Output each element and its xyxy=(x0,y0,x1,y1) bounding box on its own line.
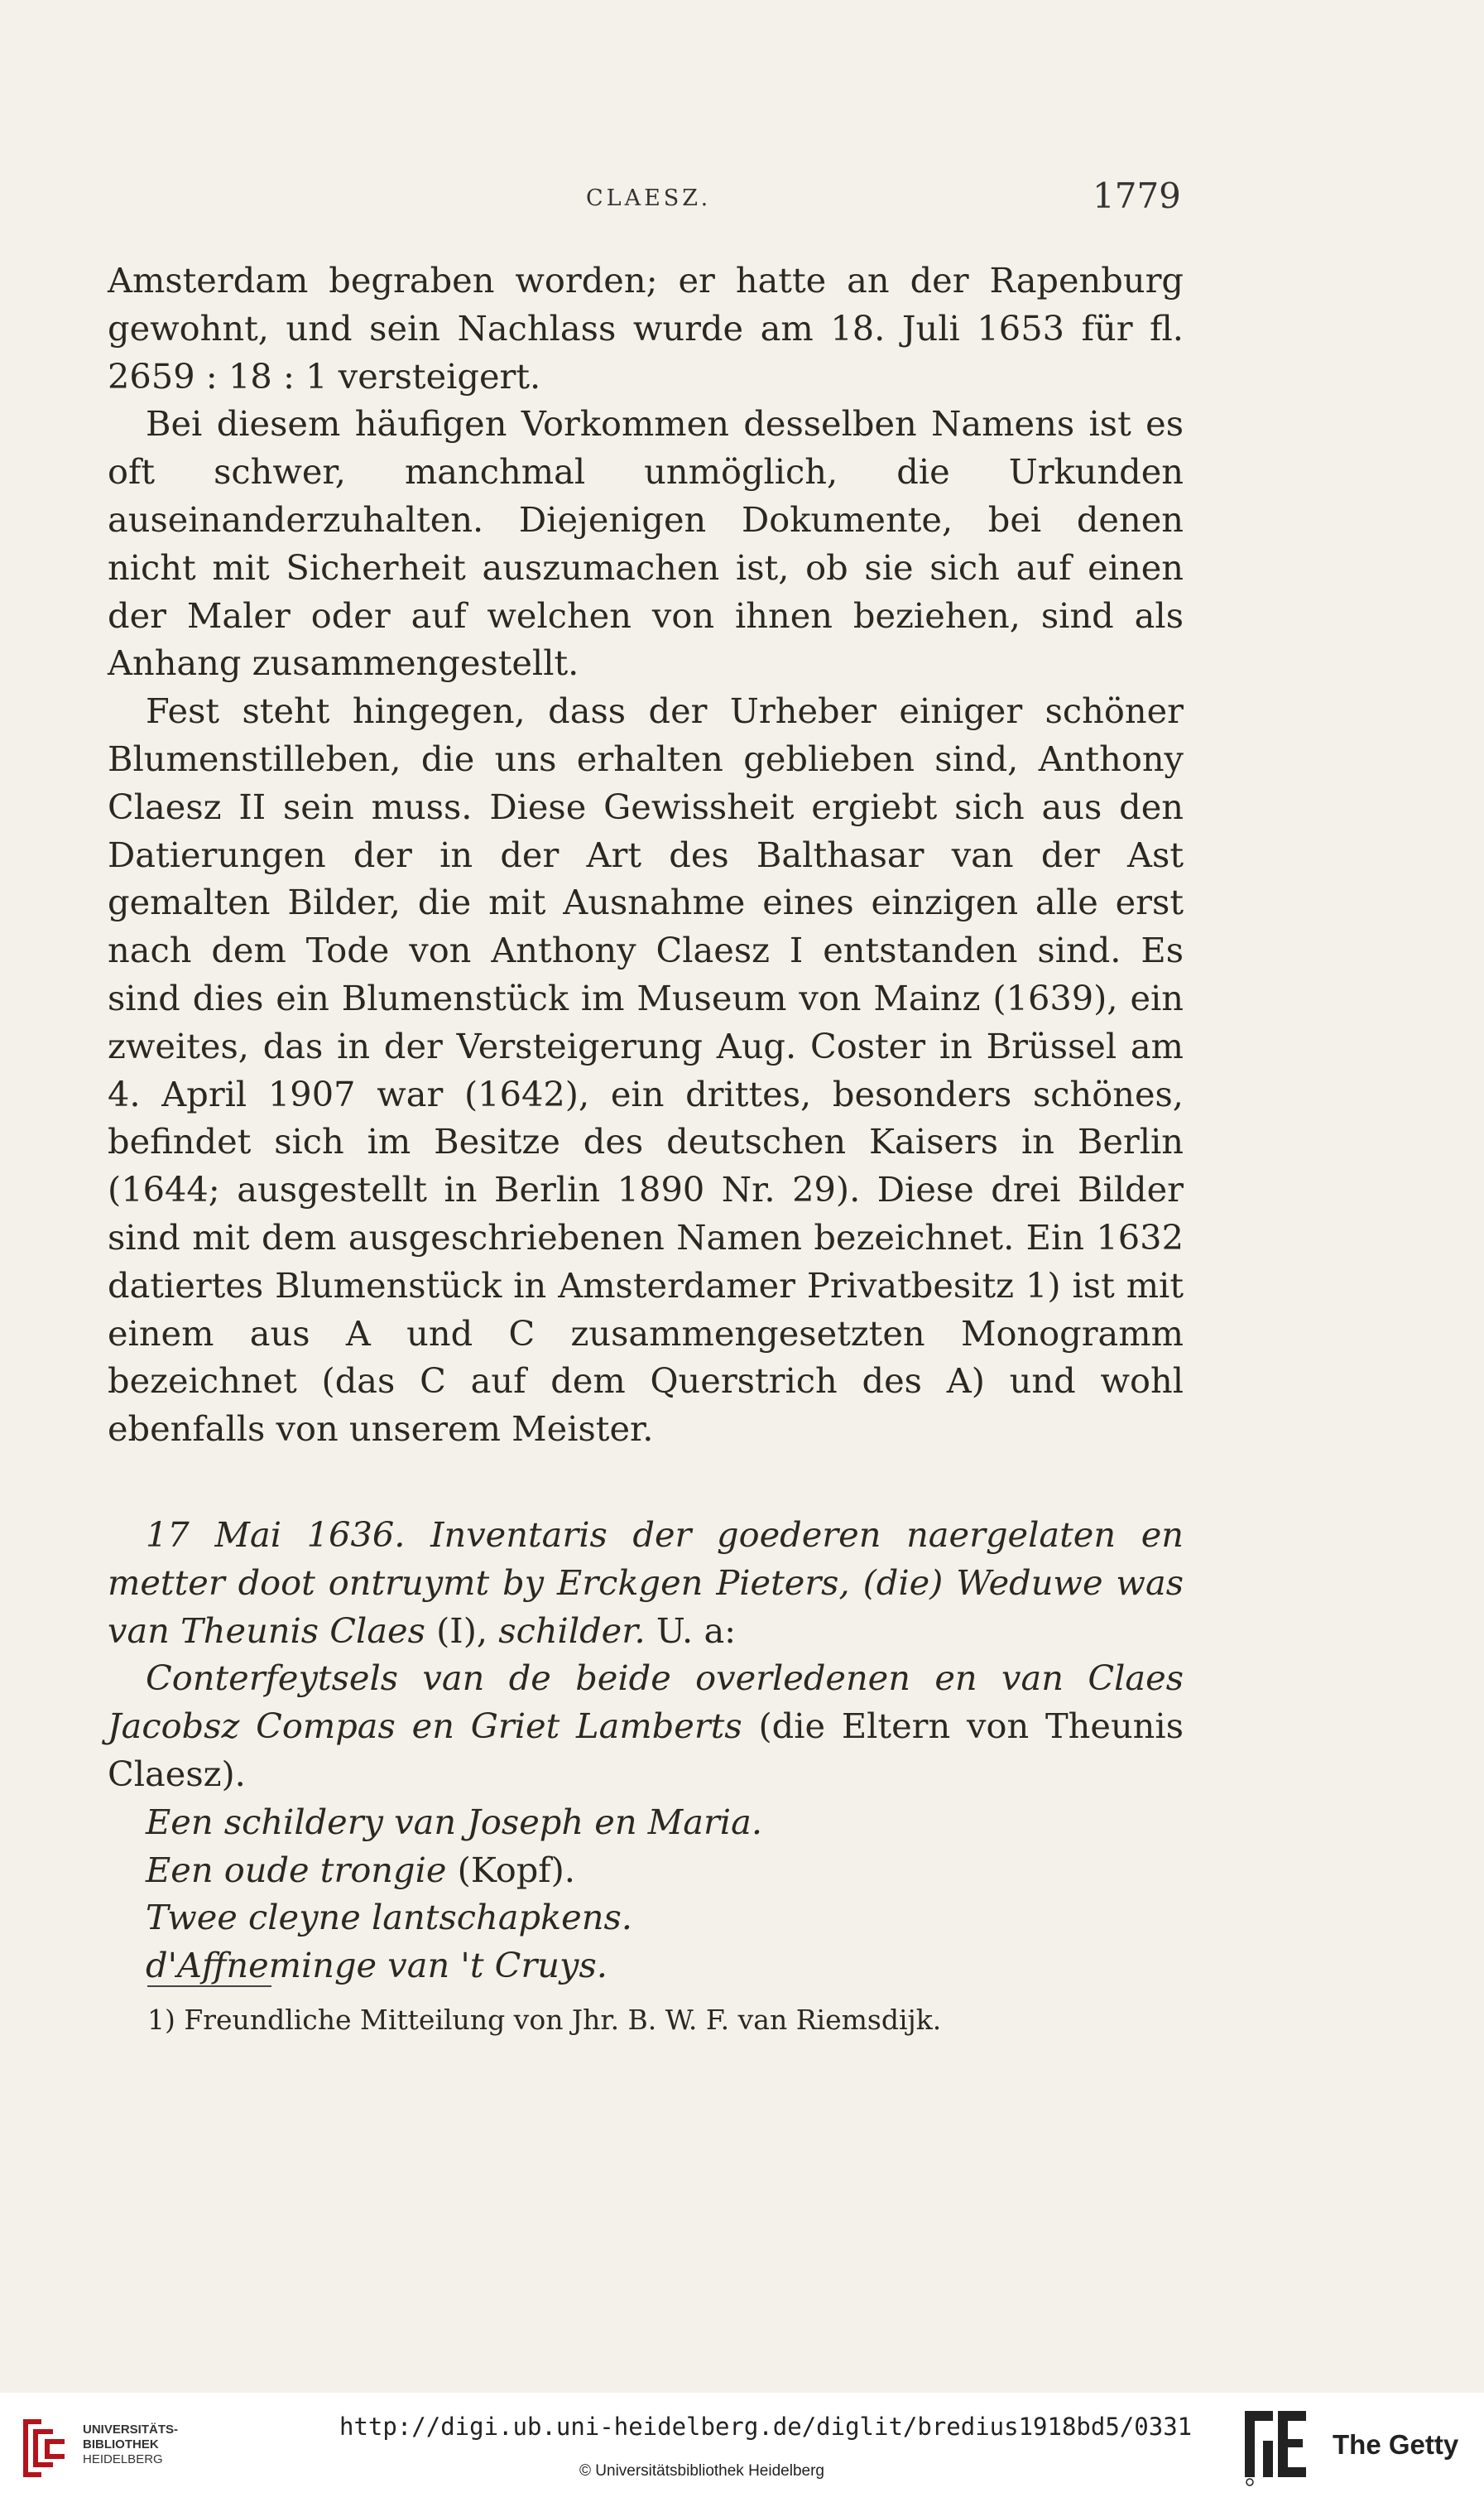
permalink-url[interactable]: http://digi.ub.uni-heidelberg.de/diglit/bredius1918bd5/0331 xyxy=(339,2413,1193,2441)
inventory-heading-italic-2: schilder. xyxy=(498,1609,646,1651)
inventory-item xyxy=(108,1798,1184,1846)
inventory-heading-tail: U. a: xyxy=(645,1609,737,1651)
ub-heidelberg-logo[interactable] xyxy=(15,2409,189,2484)
paragraph-2: Bei diesem häufigen Vorkommen desselben Namens ist es oft schwer, manchmal unmöglich, die Urkunden auseinanderzuhalten. Diejenigen Dokumente, bei denen nicht mit Sicherheit auszumachen ist, ob sie sich auf einen der Maler oder auf welchen von ihnen beziehen, sind als Anhang zusammengestellt. xyxy=(108,403,1184,684)
inventory-item-italic: Conterfeytsels van de beide overledenen en van Claes Jacobsz Compas en Griet Lamberts xyxy=(108,1658,1184,1747)
ub-line-1: UNIVERSITÄTS- xyxy=(83,2423,179,2437)
footnote: 1) Freundliche Mitteilung von Jhr. B. W. F. van Riemsdijk. xyxy=(147,2004,942,2036)
paragraph-3: Fest steht hingegen, dass der Urheber einiger schöner Blumenstilleben, die uns erhalten geblieben sind, Anthony Claesz II sein muss. Diese Gewissheit ergiebt sich aus den Datierungen der in der Art des Balthasar van der Ast gemalten Bilder, die mit Ausnahme eines einzigen alle erst nach dem Tode von Anthony Claesz I entstanden sind. Es sind dies ein Blumenstück im Museum von Mainz (1639), ein zweites, das in der Versteigerung Aug. Coster in Brüssel am 4. April 1907 war (1642), ein drittes, besonders schönes, befindet sich im Besitze des deutschen Kaisers in Berlin (1644; ausgestellt in Berlin 1890 Nr. 29). Diese drei Bilder sind mit dem ausgeschriebenen Namen bezeichnet. Ein 1632 datiertes Blumenstück in Amsterdamer Privatbesitz 1) ist mit einem aus A und C zusammengesetzten Monogramm bezeichnet (das C auf dem Querstrich des A) und wohl ebenfalls von unserem Meister. xyxy=(108,690,1184,1450)
inventory-item-roman: (die Eltern von Theunis Claesz). xyxy=(108,1706,1184,1794)
paragraph-1: Amsterdam begraben worden; er hatte an der Rapenburg gewohnt, und sein Nachlass wurde am 18. Juli 1653 für fl. 2659 : 18 : 1 versteigert. xyxy=(108,260,1184,397)
inventory-heading-italic: 17 Mai 1636. Inventaris der goederen naergelaten en metter doot ontruymt by Erckgen Pieters, (die) Weduwe was van Theunis Claes xyxy=(108,1514,1184,1651)
inventory-item xyxy=(108,1941,1184,1990)
inventory-document xyxy=(108,1511,1184,1990)
inventory-heading-roman: (I), xyxy=(425,1609,499,1651)
inventory-item-italic: Een schildery van Joseph en Maria. xyxy=(146,1801,763,1842)
copyright-notice: © Universitätsbibliothek Heidelberg xyxy=(579,2462,824,2480)
inventory-heading xyxy=(108,1511,1184,1654)
inventory-item xyxy=(108,1893,1184,1941)
inventory-item-italic: d'Affneminge van 't Cruys. xyxy=(146,1945,608,1986)
inventory-item xyxy=(108,1654,1184,1797)
ub-heidelberg-logo-icon xyxy=(15,2414,73,2484)
running-head-title: CLAESZ. xyxy=(586,185,712,211)
inventory-item-italic: Een oude trongie xyxy=(146,1849,447,1890)
inventory-item xyxy=(108,1846,1184,1894)
page-number: 1779 xyxy=(1093,176,1181,216)
inventory-item-italic: Twee cleyne lantschapkens. xyxy=(146,1897,632,1938)
inventory-item-roman: (Kopf). xyxy=(446,1849,576,1890)
ub-line-3: HEIDELBERG xyxy=(83,2452,163,2466)
body-text xyxy=(108,257,1184,1453)
getty-name: The Getty xyxy=(1333,2429,1459,2460)
ub-line-2: BIBLIOTHEK xyxy=(83,2437,159,2451)
footnote-rule xyxy=(147,1985,271,1987)
ub-heidelberg-name xyxy=(83,2423,178,2467)
running-head xyxy=(0,176,1484,225)
getty-logo-icon[interactable] xyxy=(1240,2408,1323,2487)
viewer-footer xyxy=(0,2393,1484,2502)
